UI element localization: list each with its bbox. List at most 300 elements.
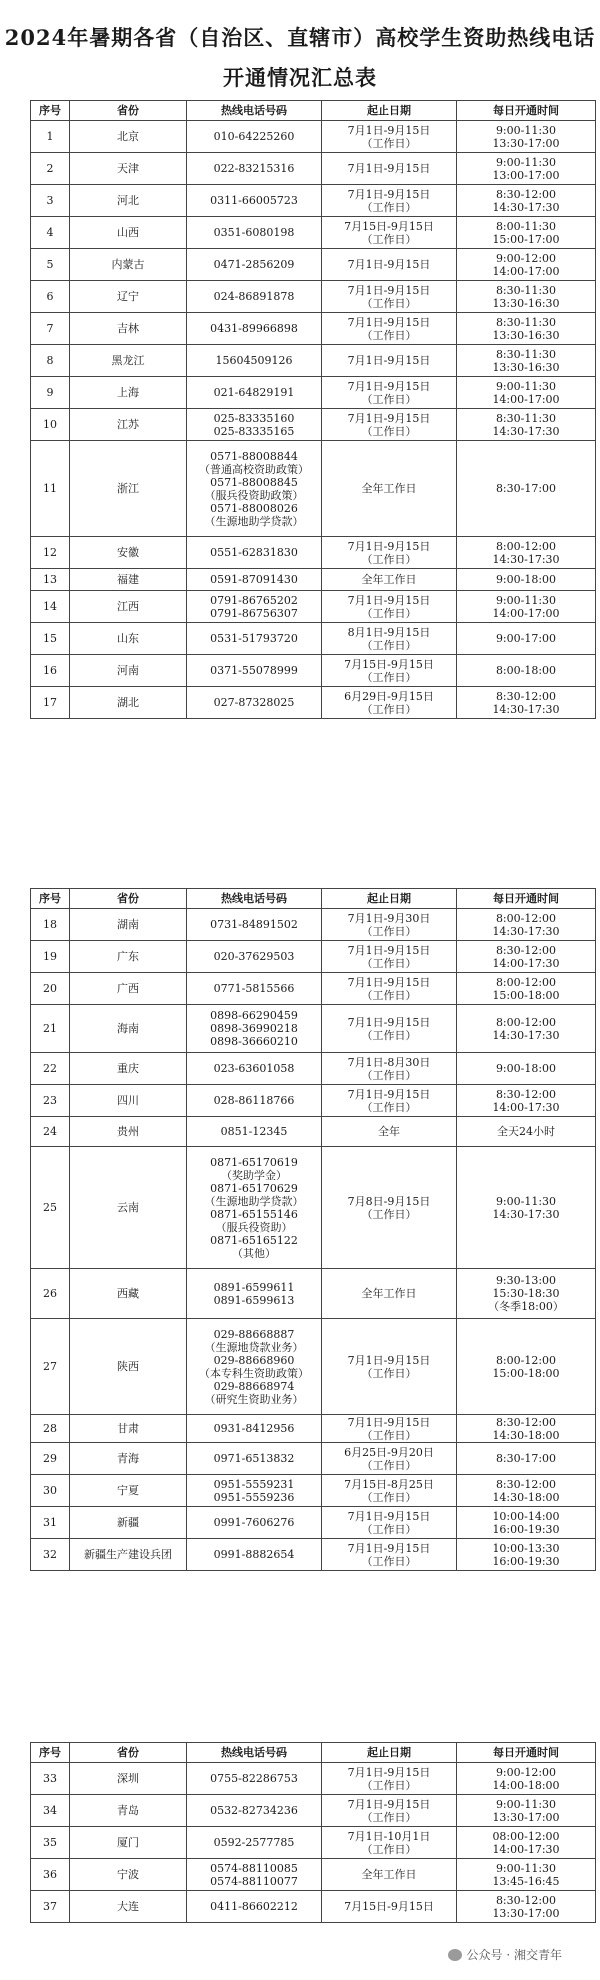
cell-province: 海南 xyxy=(70,1005,187,1053)
cell-number: 10 xyxy=(31,409,70,441)
cell-line: 0951-5559231 xyxy=(213,1477,295,1491)
cell-hours: 9:00-18:00 xyxy=(457,569,596,591)
cell-line: 8:00-12:00 xyxy=(495,1353,557,1367)
cell-phone xyxy=(187,1859,322,1891)
cell-hours xyxy=(457,1539,596,1571)
cell-province: 陕西 xyxy=(70,1319,187,1415)
cell-dates: 全年 xyxy=(322,1117,457,1147)
cell-dates xyxy=(322,623,457,655)
cell-phone: 023-63601058 xyxy=(187,1053,322,1085)
table-row xyxy=(31,1859,596,1891)
cell-province: 内蒙古 xyxy=(70,249,187,281)
table-row xyxy=(31,185,596,217)
cell-dates xyxy=(322,1085,457,1117)
cell-line: （服兵役资助） xyxy=(215,1220,293,1234)
cell-line: 10:00-14:00 xyxy=(492,1509,560,1523)
cell-line: 7月15日-8月25日 xyxy=(344,1477,434,1491)
cell-province: 湖北 xyxy=(70,687,187,719)
cell-hours xyxy=(457,1891,596,1923)
cell-phone: 010-64225260 xyxy=(187,121,322,153)
cell-phone: 0411-86602212 xyxy=(187,1891,322,1923)
cell-line: （工作日） xyxy=(361,1207,417,1221)
cell-number: 22 xyxy=(31,1053,70,1085)
cell-line: 8:30-12:00 xyxy=(495,1893,557,1907)
cell-number: 35 xyxy=(31,1827,70,1859)
cell-hours xyxy=(457,1147,596,1269)
cell-line: 8:30-11:30 xyxy=(495,347,557,361)
cell-line: 7月1日-9月15日 xyxy=(347,539,431,553)
cell-dates xyxy=(322,591,457,623)
cell-province: 青海 xyxy=(70,1443,187,1475)
table-row xyxy=(31,1005,596,1053)
cell-number: 36 xyxy=(31,1859,70,1891)
cell-line: 8:30-12:00 xyxy=(495,187,557,201)
cell-dates xyxy=(322,655,457,687)
cell-number: 21 xyxy=(31,1005,70,1053)
footer-source: 公众号 · 湘交青年 xyxy=(466,1948,562,1962)
cell-dates xyxy=(322,1763,457,1795)
cell-number: 18 xyxy=(31,909,70,941)
cell-phone: 0471-2856209 xyxy=(187,249,322,281)
cell-line: 13:30-16:30 xyxy=(492,360,560,374)
table-row xyxy=(31,377,596,409)
cell-province: 云南 xyxy=(70,1147,187,1269)
cell-number: 29 xyxy=(31,1443,70,1475)
cell-number: 12 xyxy=(31,537,70,569)
cell-line: 0898-66290459 xyxy=(210,1009,298,1022)
cell-line: 0574-88110085 xyxy=(210,1861,298,1875)
cell-province: 辽宁 xyxy=(70,281,187,313)
table-row xyxy=(31,409,596,441)
cell-phone: 0755-82286753 xyxy=(187,1763,322,1795)
cell-dates xyxy=(322,1443,457,1475)
table-row xyxy=(31,121,596,153)
cell-line: 8:00-11:30 xyxy=(495,219,557,233)
cell-number: 25 xyxy=(31,1147,70,1269)
cell-line: 0871-65155146 xyxy=(210,1207,298,1221)
cell-line: （工作日） xyxy=(361,392,417,406)
cell-province: 甘肃 xyxy=(70,1415,187,1443)
cell-phone xyxy=(187,1475,322,1507)
table-row xyxy=(31,441,596,537)
cell-province: 黑龙江 xyxy=(70,345,187,377)
cell-line: 13:00-17:00 xyxy=(492,168,560,182)
cell-line: 15:30-18:30 xyxy=(492,1287,560,1300)
cell-province: 河南 xyxy=(70,655,187,687)
cell-line: 9:00-11:30 xyxy=(495,379,557,393)
cell-phone: 0551-62831830 xyxy=(187,537,322,569)
cell-line: 8:30-12:00 xyxy=(495,1477,557,1491)
table-row xyxy=(31,655,596,687)
cell-phone: 0851-12345 xyxy=(187,1117,322,1147)
cell-phone xyxy=(187,1319,322,1415)
cell-province: 新疆生产建设兵团 xyxy=(70,1539,187,1571)
cell-line: 0571-88008845 xyxy=(210,475,298,489)
cell-line: 14:00-17:00 xyxy=(492,264,560,278)
cell-line: 9:00-12:00 xyxy=(495,251,557,265)
cell-line: 7月1日-9月15日 xyxy=(347,187,431,201)
cell-phone: 0311-66005723 xyxy=(187,185,322,217)
cell-line: （工作日） xyxy=(361,638,417,652)
cell-dates: 7月1日-9月15日 xyxy=(322,249,457,281)
cell-line: （工作日） xyxy=(361,1778,417,1792)
cell-line: 14:30-17:30 xyxy=(492,200,560,214)
cell-phone: 028-86118766 xyxy=(187,1085,322,1117)
cell-line: 7月1日-9月15日 xyxy=(347,1765,431,1779)
cell-number: 1 xyxy=(31,121,70,153)
cell-line: 14:30-17:30 xyxy=(492,552,560,566)
cell-line: 14:30-17:30 xyxy=(492,702,560,716)
cell-hours xyxy=(457,1827,596,1859)
cell-phone: 027-87328025 xyxy=(187,687,322,719)
header-hours: 每日开通时间 xyxy=(457,101,596,121)
table-row xyxy=(31,1053,596,1085)
cell-province: 山东 xyxy=(70,623,187,655)
cell-line: （工作日） xyxy=(361,328,417,342)
cell-line: 15:00-18:00 xyxy=(492,1366,560,1380)
cell-number: 31 xyxy=(31,1507,70,1539)
hotline-table-part-2 xyxy=(30,888,596,1571)
table-row xyxy=(31,1319,596,1415)
cell-line: （工作日） xyxy=(361,1522,417,1536)
cell-line: （工作日） xyxy=(361,956,417,970)
cell-number: 17 xyxy=(31,687,70,719)
table-row xyxy=(31,1147,596,1269)
cell-province: 吉林 xyxy=(70,313,187,345)
cell-dates: 7月1日-9月15日 xyxy=(322,153,457,185)
cell-line: （研究生资助业务） xyxy=(204,1392,304,1406)
cell-phone xyxy=(187,441,322,537)
header-province: 省份 xyxy=(70,1743,187,1763)
document-title: 2024年暑期各省（自治区、直辖市）高校学生资助热线电话 xyxy=(4,25,596,50)
cell-province: 江苏 xyxy=(70,409,187,441)
cell-phone xyxy=(187,1005,322,1053)
header-phone: 热线电话号码 xyxy=(187,1743,322,1763)
cell-line: 8:30-12:00 xyxy=(495,943,557,957)
cell-province: 宁夏 xyxy=(70,1475,187,1507)
cell-number: 16 xyxy=(31,655,70,687)
cell-province: 天津 xyxy=(70,153,187,185)
cell-number: 6 xyxy=(31,281,70,313)
cell-line: 7月15日-9月15日 xyxy=(344,657,434,671)
cell-province: 北京 xyxy=(70,121,187,153)
cell-line: 14:30-17:30 xyxy=(492,924,560,938)
cell-dates xyxy=(322,973,457,1005)
cell-phone: 0532-82734236 xyxy=(187,1795,322,1827)
cell-line: （工作日） xyxy=(361,136,417,150)
cell-line: （工作日） xyxy=(361,1458,417,1472)
cell-line: 14:30-17:30 xyxy=(492,1207,560,1221)
cell-line: 9:00-11:30 xyxy=(495,593,557,607)
cell-line: 029-88668887 xyxy=(213,1327,295,1341)
header-number: 序号 xyxy=(31,1743,70,1763)
cell-dates xyxy=(322,1319,457,1415)
document-subtitle: 开通情况汇总表 xyxy=(223,65,377,90)
cell-number: 37 xyxy=(31,1891,70,1923)
cell-line: 7月1日-9月15日 xyxy=(347,283,431,297)
cell-dates xyxy=(322,909,457,941)
cell-province: 江西 xyxy=(70,591,187,623)
cell-dates xyxy=(322,1475,457,1507)
cell-hours xyxy=(457,153,596,185)
hotline-table-part-3 xyxy=(30,1742,596,1923)
cell-hours xyxy=(457,377,596,409)
cell-line: 7月15日-9月15日 xyxy=(344,219,434,233)
cell-line: 0871-65170619 xyxy=(210,1155,298,1169)
cell-line: （生源地贷款业务） xyxy=(204,1340,304,1354)
cell-line: （工作日） xyxy=(361,1028,417,1042)
cell-line: 14:00-17:00 xyxy=(492,392,560,406)
cell-dates: 全年工作日 xyxy=(322,441,457,537)
table-row xyxy=(31,1891,596,1923)
table-row xyxy=(31,1827,596,1859)
table-row xyxy=(31,1415,596,1443)
cell-number: 33 xyxy=(31,1763,70,1795)
cell-phone: 0591-87091430 xyxy=(187,569,322,591)
cell-line: （工作日） xyxy=(361,1366,417,1380)
cell-line: 0871-65170629 xyxy=(210,1181,298,1195)
cell-province: 厦门 xyxy=(70,1827,187,1859)
cell-dates xyxy=(322,1539,457,1571)
cell-phone xyxy=(187,409,322,441)
cell-hours xyxy=(457,591,596,623)
table-row xyxy=(31,217,596,249)
cell-line: 7月1日-9月15日 xyxy=(347,1353,431,1367)
cell-dates xyxy=(322,1147,457,1269)
cell-line: 7月8日-9月15日 xyxy=(347,1194,431,1208)
table-row xyxy=(31,623,596,655)
cell-line: （工作日） xyxy=(361,606,417,620)
cell-line: 7月1日-9月30日 xyxy=(347,911,431,925)
cell-hours xyxy=(457,1319,596,1415)
cell-dates xyxy=(322,409,457,441)
cell-dates xyxy=(322,377,457,409)
cell-line: 14:00-17:00 xyxy=(492,606,560,620)
cell-line: 14:00-17:30 xyxy=(492,956,560,970)
cell-number: 26 xyxy=(31,1269,70,1319)
cell-line: （工作日） xyxy=(361,552,417,566)
cell-dates xyxy=(322,185,457,217)
table-row xyxy=(31,281,596,313)
cell-line: 7月1日-9月15日 xyxy=(347,1509,431,1523)
cell-phone: 0931-8412956 xyxy=(187,1415,322,1443)
cell-line: 8:30-12:00 xyxy=(495,689,557,703)
cell-line: （工作日） xyxy=(361,1842,417,1856)
cell-line: 0898-36990218 xyxy=(210,1022,298,1035)
cell-line: （服兵役资助政策） xyxy=(204,488,304,502)
cell-line: 7月1日-9月15日 xyxy=(347,411,431,425)
cell-line: 9:00-11:30 xyxy=(495,1861,557,1875)
cell-province: 深圳 xyxy=(70,1763,187,1795)
cell-hours xyxy=(457,249,596,281)
cell-number: 7 xyxy=(31,313,70,345)
table-header-row xyxy=(31,889,596,909)
cell-dates: 7月1日-9月15日 xyxy=(322,345,457,377)
cell-number: 3 xyxy=(31,185,70,217)
cell-hours xyxy=(457,1415,596,1443)
cell-number: 4 xyxy=(31,217,70,249)
cell-hours xyxy=(457,185,596,217)
cell-line: 0891-6599611 xyxy=(213,1280,295,1294)
cell-line: 025-83335165 xyxy=(213,424,295,438)
cell-line: （工作日） xyxy=(361,200,417,214)
cell-line: 14:30-18:00 xyxy=(492,1490,560,1504)
cell-line: 7月1日-9月15日 xyxy=(347,1797,431,1811)
cell-hours xyxy=(457,1085,596,1117)
wechat-footer xyxy=(448,1946,562,1963)
cell-province: 浙江 xyxy=(70,441,187,537)
table-row xyxy=(31,1443,596,1475)
cell-line: 7月1日-8月30日 xyxy=(347,1055,431,1069)
cell-line: 7月1日-9月15日 xyxy=(347,1087,431,1101)
cell-line: 13:45-16:45 xyxy=(492,1874,560,1888)
cell-line: 7月1日-9月15日 xyxy=(347,975,431,989)
cell-hours xyxy=(457,973,596,1005)
cell-phone: 0991-8882654 xyxy=(187,1539,322,1571)
cell-line: 8:30-11:30 xyxy=(495,283,557,297)
cell-line: 0791-86765202 xyxy=(210,593,298,607)
cell-hours xyxy=(457,313,596,345)
cell-line: 9:30-13:00 xyxy=(495,1274,557,1287)
cell-line: 0871-65165122 xyxy=(210,1233,298,1247)
table-row xyxy=(31,1117,596,1147)
cell-line: 9:00-11:30 xyxy=(495,123,557,137)
header-phone: 热线电话号码 xyxy=(187,889,322,909)
cell-phone: 024-86891878 xyxy=(187,281,322,313)
table-row xyxy=(31,1269,596,1319)
cell-line: 025-83335160 xyxy=(213,411,295,425)
cell-line: （工作日） xyxy=(361,1490,417,1504)
cell-hours xyxy=(457,1269,596,1319)
cell-line: 0574-88110077 xyxy=(210,1874,298,1888)
cell-number: 9 xyxy=(31,377,70,409)
cell-dates xyxy=(322,121,457,153)
cell-dates xyxy=(322,313,457,345)
cell-line: 15:00-17:00 xyxy=(492,232,560,246)
table-row xyxy=(31,941,596,973)
cell-line: （工作日） xyxy=(361,232,417,246)
cell-province: 上海 xyxy=(70,377,187,409)
cell-line: （工作日） xyxy=(361,988,417,1002)
cell-hours xyxy=(457,909,596,941)
cell-line: 15:00-18:00 xyxy=(492,988,560,1002)
cell-line: 16:00-19:30 xyxy=(492,1522,560,1536)
cell-line: 13:30-17:00 xyxy=(492,1810,560,1824)
table-row xyxy=(31,973,596,1005)
cell-number: 23 xyxy=(31,1085,70,1117)
cell-province: 福建 xyxy=(70,569,187,591)
cell-dates xyxy=(322,1415,457,1443)
table-row xyxy=(31,153,596,185)
cell-province: 广西 xyxy=(70,973,187,1005)
table-row xyxy=(31,909,596,941)
cell-line: 0898-36660210 xyxy=(210,1035,298,1048)
cell-line: 8月1日-9月15日 xyxy=(347,625,431,639)
cell-province: 青岛 xyxy=(70,1795,187,1827)
cell-line: 14:00-17:30 xyxy=(492,1842,560,1856)
cell-line: 7月1日-9月15日 xyxy=(347,943,431,957)
cell-number: 19 xyxy=(31,941,70,973)
cell-line: （工作日） xyxy=(361,1068,417,1082)
cell-line: 14:00-17:30 xyxy=(492,1100,560,1114)
cell-line: 9:00-11:30 xyxy=(495,1194,557,1208)
cell-dates xyxy=(322,1827,457,1859)
cell-dates: 全年工作日 xyxy=(322,1859,457,1891)
table-row xyxy=(31,313,596,345)
table-row xyxy=(31,687,596,719)
cell-line: （本专科生资助政策） xyxy=(199,1366,309,1380)
cell-dates: 全年工作日 xyxy=(322,1269,457,1319)
cell-line: （工作日） xyxy=(361,1428,417,1442)
cell-province: 贵州 xyxy=(70,1117,187,1147)
cell-line: 8:00-12:00 xyxy=(495,911,557,925)
cell-number: 2 xyxy=(31,153,70,185)
cell-line: 0571-88008844 xyxy=(210,449,298,463)
cell-number: 20 xyxy=(31,973,70,1005)
header-dates: 起止日期 xyxy=(322,101,457,121)
cell-phone: 020-37629503 xyxy=(187,941,322,973)
cell-line: 7月1日-9月15日 xyxy=(347,1015,431,1029)
cell-line: 8:30-12:00 xyxy=(495,1087,557,1101)
cell-line: 029-88668960 xyxy=(213,1353,295,1367)
cell-line: 6月29日-9月15日 xyxy=(344,689,434,703)
table-row xyxy=(31,1085,596,1117)
cell-hours xyxy=(457,217,596,249)
cell-dates xyxy=(322,537,457,569)
table-header-row xyxy=(31,101,596,121)
cell-line: 8:30-11:30 xyxy=(495,315,557,329)
cell-line: （奖助学金） xyxy=(221,1168,287,1182)
cell-number: 27 xyxy=(31,1319,70,1415)
cell-line: （生源地助学贷款） xyxy=(204,514,304,528)
cell-province: 宁波 xyxy=(70,1859,187,1891)
cell-line: 8:00-12:00 xyxy=(495,539,557,553)
cell-dates: 全年工作日 xyxy=(322,569,457,591)
cell-line: 0951-5559236 xyxy=(213,1490,295,1504)
cell-phone: 0431-89966898 xyxy=(187,313,322,345)
cell-number: 14 xyxy=(31,591,70,623)
cell-dates xyxy=(322,1053,457,1085)
cell-line: 7月1日-9月15日 xyxy=(347,1415,431,1429)
cell-dates xyxy=(322,687,457,719)
header-hours: 每日开通时间 xyxy=(457,889,596,909)
cell-line: 13:30-17:00 xyxy=(492,136,560,150)
cell-dates xyxy=(322,281,457,313)
header-province: 省份 xyxy=(70,101,187,121)
cell-line: 0791-86756307 xyxy=(210,606,298,620)
header-province: 省份 xyxy=(70,889,187,909)
cell-phone: 0991-7606276 xyxy=(187,1507,322,1539)
cell-province: 新疆 xyxy=(70,1507,187,1539)
cell-hours xyxy=(457,1795,596,1827)
cell-line: 0571-88008026 xyxy=(210,501,298,515)
cell-line: 6月25日-9月20日 xyxy=(344,1445,434,1459)
table-header-row xyxy=(31,1743,596,1763)
cell-dates: 7月15日-9月15日 xyxy=(322,1891,457,1923)
cell-phone xyxy=(187,1147,322,1269)
cell-line: 9:00-11:30 xyxy=(495,155,557,169)
cell-line: （工作日） xyxy=(361,424,417,438)
cell-line: 0891-6599613 xyxy=(213,1293,295,1307)
cell-line: 08:00-12:00 xyxy=(492,1829,560,1843)
cell-hours: 全天24小时 xyxy=(457,1117,596,1147)
table-row xyxy=(31,569,596,591)
cell-phone xyxy=(187,1269,322,1319)
cell-hours xyxy=(457,941,596,973)
cell-line: （工作日） xyxy=(361,670,417,684)
cell-hours xyxy=(457,409,596,441)
cell-line: （普通高校资助政策） xyxy=(199,462,309,476)
